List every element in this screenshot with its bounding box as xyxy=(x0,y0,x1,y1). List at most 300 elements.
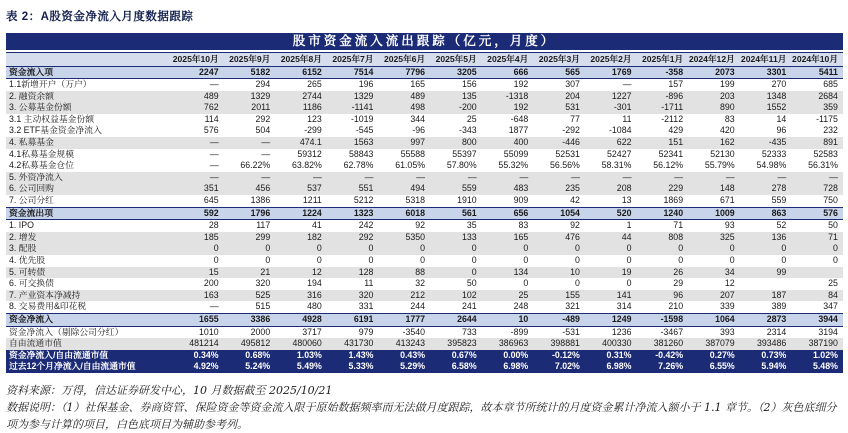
data-cell: 0 xyxy=(265,243,271,254)
data-cell: 212 xyxy=(410,289,426,300)
data-cell: 1796 xyxy=(250,207,271,218)
data-cell: 7514 xyxy=(353,66,374,77)
data-cell: 5.48% xyxy=(812,361,838,372)
row-label: 4.2私募基金仓位 xyxy=(9,160,75,171)
data-cell: 6.58% xyxy=(451,361,477,372)
data-cell: 537 xyxy=(307,183,322,194)
data-cell: 1323 xyxy=(353,207,374,218)
row-label: 3.2 ETF基金资金净流入 xyxy=(9,125,102,136)
data-cell: 194 xyxy=(307,278,322,289)
data-cell: — xyxy=(209,79,219,90)
data-cell: 83 xyxy=(518,220,529,231)
source-note: 资料来源：万得，信达证券研发中心，10 月数据截至 2025/10/21 xyxy=(6,383,333,397)
data-cell: 561 xyxy=(461,207,477,218)
table-row xyxy=(6,327,843,339)
data-cell: 133 xyxy=(461,231,477,242)
data-cell: 28 xyxy=(208,220,219,231)
data-cell: 387190 xyxy=(808,338,838,349)
data-cell: 504 xyxy=(255,125,271,136)
data-cell: 229 xyxy=(668,183,684,194)
table-title-bar: 股市资金流入流出跟踪（亿元，月度） xyxy=(6,33,843,50)
row-label: 5. 外资净流入 xyxy=(9,171,63,182)
data-cell: 128 xyxy=(358,266,374,277)
data-cell: 480060 xyxy=(292,338,322,349)
table-row xyxy=(6,149,843,161)
column-header: 2025年2月 xyxy=(590,54,632,64)
data-cell: 1236 xyxy=(611,326,632,337)
table-row xyxy=(6,255,843,267)
row-label: 自由流通市值 xyxy=(9,338,62,349)
data-cell: 165 xyxy=(513,231,529,242)
data-cell: 55099 xyxy=(503,148,529,159)
data-cell: -343 xyxy=(459,125,477,136)
data-cell: 0 xyxy=(729,255,735,265)
data-cell: -446 xyxy=(562,137,580,148)
data-cell: 515 xyxy=(255,301,271,312)
data-cell: — xyxy=(571,171,580,182)
data-cell: 565 xyxy=(565,66,580,77)
data-cell: — xyxy=(209,171,219,182)
data-cell: 733 xyxy=(461,326,477,337)
data-cell: 1877 xyxy=(508,125,529,136)
data-cell: 6.98% xyxy=(503,361,529,372)
capital-flow-table xyxy=(6,33,843,373)
data-cell: 6.98% xyxy=(606,361,632,372)
data-cell: 15 xyxy=(208,266,219,277)
data-cell: 559 xyxy=(461,183,477,194)
data-cell: 208 xyxy=(616,183,632,194)
data-cell: 3194 xyxy=(818,326,838,337)
column-header: 2024年10月 xyxy=(792,54,838,64)
data-cell: 3386 xyxy=(250,313,271,324)
data-cell: 7.02% xyxy=(554,361,580,372)
data-cell: 56.31% xyxy=(808,160,838,171)
data-cell: 0 xyxy=(574,255,580,265)
data-cell: -358 xyxy=(665,66,684,77)
data-cell: 26 xyxy=(673,266,684,277)
data-cell: -435 xyxy=(768,137,787,148)
data-cell: -2112 xyxy=(661,113,684,124)
data-cell: 151 xyxy=(668,137,684,148)
data-cell: 685 xyxy=(823,79,838,90)
data-cell: -545 xyxy=(355,125,374,136)
data-cell: 1249 xyxy=(611,313,632,324)
data-cell: 474.1 xyxy=(299,137,322,148)
data-cell: -1019 xyxy=(350,113,374,124)
data-cell: 52583 xyxy=(813,148,838,159)
data-cell: 84 xyxy=(828,289,838,300)
data-cell: 156 xyxy=(461,79,477,90)
data-cell: 134 xyxy=(513,266,529,277)
data-cell: 6018 xyxy=(405,207,426,218)
data-cell: 307 xyxy=(565,79,580,90)
data-cell: 2000 xyxy=(250,326,271,337)
table-row xyxy=(6,278,843,290)
data-cell: 7.26% xyxy=(658,361,684,372)
data-cell: 5318 xyxy=(405,195,426,206)
data-cell: 102 xyxy=(461,289,477,300)
row-label: 2. 增发 xyxy=(9,231,37,242)
data-cell: 61.05% xyxy=(395,160,426,171)
data-cell: 63.82% xyxy=(291,160,322,171)
data-cell: -1318 xyxy=(505,90,529,101)
data-cell: 0 xyxy=(316,255,322,265)
table-row xyxy=(6,313,843,327)
data-cell: 162 xyxy=(720,137,735,148)
data-cell: 0.73% xyxy=(761,349,787,360)
table-row xyxy=(6,125,843,137)
data-cell: 320 xyxy=(255,278,271,289)
table-row xyxy=(6,91,843,103)
data-cell: 292 xyxy=(358,231,374,242)
data-cell: 244 xyxy=(410,301,426,312)
data-cell: -648 xyxy=(510,113,529,124)
table-row xyxy=(6,102,843,114)
data-cell: 890 xyxy=(720,102,735,113)
table-row xyxy=(6,267,843,279)
table-footnotes xyxy=(6,382,842,433)
data-cell: 1227 xyxy=(611,90,632,101)
column-header: 2025年3月 xyxy=(538,54,580,64)
data-cell: 96 xyxy=(673,289,684,300)
data-cell: 204 xyxy=(565,90,580,101)
data-cell: 242 xyxy=(358,220,374,231)
data-cell: 1910 xyxy=(457,195,477,206)
table-row xyxy=(6,183,843,195)
column-header: 2025年4月 xyxy=(487,54,529,64)
data-cell: 1 xyxy=(626,220,632,231)
data-cell: — xyxy=(261,148,271,159)
data-cell: 1386 xyxy=(250,195,271,206)
data-cell: 495812 xyxy=(240,338,271,349)
data-cell: 2011 xyxy=(251,102,271,113)
table-row xyxy=(6,172,843,184)
data-cell: — xyxy=(261,137,271,148)
data-cell: 187 xyxy=(771,289,787,300)
data-cell: 199 xyxy=(720,79,735,90)
data-cell: 1240 xyxy=(663,207,684,218)
data-cell: 12 xyxy=(312,266,322,277)
data-cell: 316 xyxy=(307,289,322,300)
data-cell: 4.92% xyxy=(193,361,219,372)
data-cell: -0.42% xyxy=(655,349,684,360)
data-cell: 165 xyxy=(410,79,426,90)
row-label: 3. 公募基金份额 xyxy=(9,102,72,113)
row-label: 1.1新增开户（万户） xyxy=(9,79,92,90)
data-cell: 0 xyxy=(626,278,632,289)
data-cell: 979 xyxy=(358,326,374,337)
data-cell: -1141 xyxy=(351,102,374,113)
data-cell: 50 xyxy=(828,220,838,231)
data-cell: 0 xyxy=(523,278,529,289)
row-label: 7. 产业资本净减持 xyxy=(9,289,81,300)
data-cell: 52 xyxy=(776,220,787,231)
data-cell: 0 xyxy=(316,243,322,254)
data-cell: 0 xyxy=(781,255,787,265)
data-cell: 0 xyxy=(833,243,838,254)
data-cell: 2744 xyxy=(302,90,322,101)
data-cell: 559 xyxy=(771,195,787,206)
table-row xyxy=(6,338,843,350)
column-header: 2025年1月 xyxy=(642,54,684,64)
data-cell: 56.12% xyxy=(653,160,684,171)
data-cell: 431730 xyxy=(344,338,374,349)
table-row xyxy=(6,137,843,149)
table-row xyxy=(6,207,843,221)
row-label: 8. 交易费用&印花税 xyxy=(9,301,87,312)
data-cell: 3944 xyxy=(818,313,838,324)
data-cell: 400 xyxy=(513,137,529,148)
data-cell: 0 xyxy=(420,255,426,265)
data-cell: 456 xyxy=(255,183,271,194)
data-cell: 41 xyxy=(312,220,322,231)
data-cell: 0 xyxy=(471,255,477,265)
data-cell: 483 xyxy=(513,183,529,194)
data-cell: 10 xyxy=(518,313,529,324)
data-cell: 7796 xyxy=(405,66,426,77)
data-cell: 136 xyxy=(771,231,787,242)
data-cell: 50 xyxy=(466,278,477,289)
data-cell: 808 xyxy=(668,231,684,242)
data-cell: 481214 xyxy=(189,338,219,349)
data-cell: 2247 xyxy=(199,66,219,77)
data-cell: 0 xyxy=(523,243,529,254)
data-cell: 117 xyxy=(256,220,271,231)
data-cell: 59312 xyxy=(297,148,322,159)
data-cell: 0 xyxy=(471,266,477,277)
data-cell: 5182 xyxy=(250,66,271,77)
data-cell: 1329 xyxy=(250,90,271,101)
data-cell: 0 xyxy=(574,243,580,254)
table-row xyxy=(6,290,843,302)
data-cell: 71 xyxy=(673,220,684,231)
data-cell: — xyxy=(416,171,426,182)
data-cell: 997 xyxy=(410,137,426,148)
data-cell: 25 xyxy=(518,289,529,300)
data-cell: 92 xyxy=(570,220,580,231)
data-cell: 5.33% xyxy=(348,361,374,372)
data-cell: 57.80% xyxy=(446,160,477,171)
data-cell: 192 xyxy=(513,79,529,90)
data-cell: 0.34% xyxy=(193,349,219,360)
data-cell: 13 xyxy=(621,195,632,206)
data-cell: 6152 xyxy=(302,66,322,77)
data-cell: 389 xyxy=(771,301,787,312)
data-cell: 207 xyxy=(720,289,735,300)
data-cell: 645 xyxy=(203,195,219,206)
data-cell: 387079 xyxy=(705,338,735,349)
row-label: 3.1 主动权益基金份额 xyxy=(9,113,95,124)
data-cell: 0 xyxy=(574,278,580,289)
data-cell: 1552 xyxy=(766,102,787,113)
data-cell: 359 xyxy=(823,102,838,113)
data-cell: — xyxy=(622,79,632,90)
data-cell: 11 xyxy=(364,278,374,289)
data-cell: — xyxy=(622,171,632,182)
data-cell: 19 xyxy=(621,266,632,277)
data-cell: 4928 xyxy=(302,313,322,324)
data-cell: 123 xyxy=(307,113,322,124)
data-cell: 196 xyxy=(358,79,374,90)
data-cell: 55.32% xyxy=(498,160,529,171)
data-cell: 551 xyxy=(358,183,374,194)
data-cell: -3540 xyxy=(402,326,426,337)
data-cell: — xyxy=(519,171,529,182)
data-cell: — xyxy=(829,171,838,182)
data-cell: 909 xyxy=(513,195,529,206)
data-cell: 728 xyxy=(823,183,838,194)
data-cell: -1175 xyxy=(816,113,838,124)
data-cell: 489 xyxy=(203,90,219,101)
data-cell: 155 xyxy=(565,289,580,300)
data-cell: — xyxy=(364,171,374,182)
data-cell: 3205 xyxy=(457,66,477,77)
column-header: 2025年5月 xyxy=(435,54,477,64)
table-row xyxy=(6,160,843,172)
data-cell: 42 xyxy=(570,195,580,206)
data-cell: 270 xyxy=(771,79,787,90)
data-cell: — xyxy=(674,171,684,182)
data-cell: 320 xyxy=(358,289,374,300)
data-cell: 35 xyxy=(466,220,477,231)
data-cell: 1329 xyxy=(353,90,374,101)
data-cell: 1224 xyxy=(302,207,322,218)
data-cell: -301 xyxy=(613,102,632,113)
data-cell: -299 xyxy=(304,125,322,136)
data-cell: 400330 xyxy=(602,338,632,349)
data-cell: 0.00% xyxy=(503,349,529,360)
data-cell: 157 xyxy=(668,79,684,90)
data-cell: 1064 xyxy=(715,313,735,324)
data-cell: 66.22% xyxy=(240,160,271,171)
data-cell: 232 xyxy=(823,125,838,136)
row-label: 1. IPO xyxy=(9,220,34,231)
data-cell: 1010 xyxy=(199,326,219,337)
table-row xyxy=(6,66,843,80)
data-cell: 0 xyxy=(368,243,374,254)
row-label: 资金流出项 xyxy=(9,207,53,218)
data-cell: 52531 xyxy=(555,148,580,159)
data-cell: 21 xyxy=(260,266,271,277)
data-cell: 0 xyxy=(265,255,271,265)
data-cell: 1.03% xyxy=(296,349,322,360)
data-cell: 299 xyxy=(255,231,271,242)
row-label: 资金净流入（剔除公司分红） xyxy=(9,326,124,337)
table-row xyxy=(6,114,843,126)
data-cell: 2314 xyxy=(766,326,787,337)
column-header: 2025年6月 xyxy=(383,54,426,64)
data-cell: 55397 xyxy=(452,148,477,159)
data-cell: 1009 xyxy=(715,207,735,218)
data-cell: 351 xyxy=(203,183,219,194)
row-label: 5. 可转债 xyxy=(9,266,46,277)
data-cell: — xyxy=(261,171,271,182)
data-cell: 656 xyxy=(513,207,529,218)
column-header: 2025年7月 xyxy=(332,54,374,64)
data-cell: 71 xyxy=(828,231,838,242)
data-cell: 1.02% xyxy=(812,349,838,360)
data-cell: 0 xyxy=(678,243,684,254)
data-cell: 1186 xyxy=(302,102,322,113)
data-cell: 25 xyxy=(466,113,477,124)
data-cell: 52427 xyxy=(607,148,632,159)
data-cell: 622 xyxy=(616,137,632,148)
data-cell: 762 xyxy=(203,102,219,113)
data-cell: 386963 xyxy=(498,338,529,349)
data-cell: 1869 xyxy=(663,195,684,206)
row-label: 过去12个月净流入/自由流通市值 xyxy=(9,361,136,372)
data-cell: 1211 xyxy=(302,195,322,206)
data-cell: 325 xyxy=(720,231,735,242)
data-cell: 93 xyxy=(724,220,735,231)
data-cell: 52130 xyxy=(710,148,735,159)
data-cell: 203 xyxy=(720,90,735,101)
data-cell: 29 xyxy=(673,278,684,289)
data-cell: -3467 xyxy=(660,326,684,337)
data-cell: — xyxy=(467,171,477,182)
data-cell: — xyxy=(725,171,735,182)
data-cell: 395823 xyxy=(447,338,477,349)
data-cell: 163 xyxy=(203,289,219,300)
data-cell: -899 xyxy=(510,326,529,337)
data-cell: 235 xyxy=(565,183,580,194)
table-body xyxy=(6,66,843,373)
page-title: 表 2：A股资金净流入月度数据跟踪 xyxy=(6,11,194,23)
table-row xyxy=(6,301,843,313)
data-cell: 52341 xyxy=(658,148,684,159)
data-cell: 25 xyxy=(828,278,838,289)
table-row xyxy=(6,79,843,91)
data-cell: 265 xyxy=(307,79,322,90)
data-cell: 398881 xyxy=(550,338,580,349)
data-cell: 381260 xyxy=(653,338,684,349)
data-cell: 210 xyxy=(668,301,684,312)
row-label: 4. 私募基金 xyxy=(9,137,54,148)
data-cell: -531 xyxy=(562,326,580,337)
data-cell: 393486 xyxy=(756,338,787,349)
data-cell: 1563 xyxy=(353,137,374,148)
data-cell: 200 xyxy=(203,278,219,289)
data-cell: 55588 xyxy=(400,148,426,159)
data-cell: 2684 xyxy=(818,90,838,101)
table-row xyxy=(6,195,843,207)
row-label: 4. 优先股 xyxy=(9,255,46,265)
data-cell: -292 xyxy=(562,125,580,136)
data-cell: 0 xyxy=(729,243,735,254)
data-cell: -896 xyxy=(665,90,684,101)
data-cell: — xyxy=(777,171,787,182)
data-cell: 393 xyxy=(720,326,735,337)
data-cell: 489 xyxy=(410,90,426,101)
data-cell: 413243 xyxy=(395,338,426,349)
data-cell: 0 xyxy=(471,243,477,254)
table-row xyxy=(6,243,843,255)
month-header-spacer xyxy=(6,53,172,66)
data-cell: — xyxy=(209,301,219,312)
data-cell: 800 xyxy=(461,137,477,148)
data-cell: 5.24% xyxy=(245,361,271,372)
table-row xyxy=(6,232,843,244)
row-label: 资金净流入/自由流通市值 xyxy=(9,349,109,360)
data-cell: 135 xyxy=(461,90,477,101)
data-cell: 1054 xyxy=(560,207,580,218)
data-cell: 34 xyxy=(724,266,735,277)
data-cell: 185 xyxy=(203,231,219,242)
data-cell: 344 xyxy=(410,113,426,124)
data-cell: 1.43% xyxy=(348,349,374,360)
data-cell: 278 xyxy=(771,183,787,194)
data-cell: 0.67% xyxy=(451,349,477,360)
